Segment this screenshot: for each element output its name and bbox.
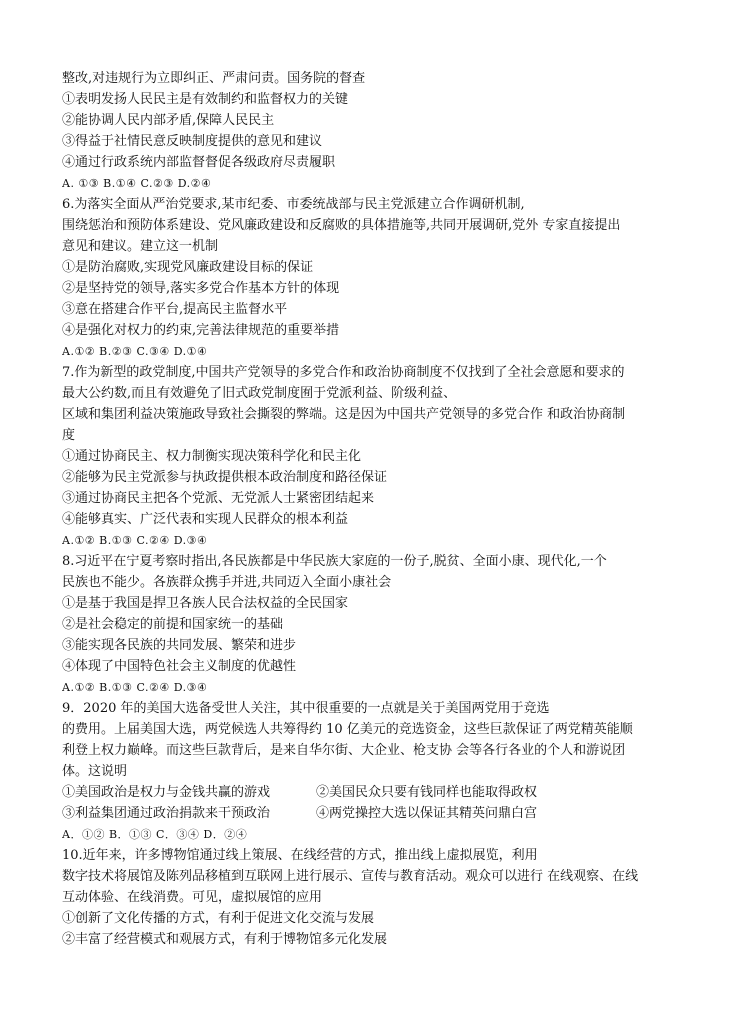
answer-statement: ①是防治腐败,实现党风廉政建设目标的保证	[62, 260, 314, 275]
answer-statement-pair	[62, 782, 674, 803]
question-6	[62, 194, 674, 362]
answer-statement: ②能协调人民内部矛盾,保障人民民主	[62, 113, 275, 128]
answer-statement: ④是强化对权力的约束,完善法律规范的重要举措	[62, 323, 340, 338]
question-stem-line: 互动体验、在线消费。可见，虚拟展馆的应用	[62, 890, 323, 905]
question-stem-line: 整改,对违规行为立即纠正、严肃问责。国务院的督查	[62, 71, 366, 86]
question-stem-line: 的费用。上届美国大选，两党候选人共筹得约 10 亿美元的竞选资金，这些巨款保证了两党精英能顺	[62, 722, 633, 737]
question-stem-line: 利登上权力巅峰。而这些巨款背后，是来自华尔街、大企业、枪支协 会等各行各业的个人和游说团	[62, 743, 626, 758]
answer-statement: ①是基于我国是捍卫各族人民合法权益的全民国家	[62, 596, 349, 611]
question-stem-line: 9．2020 年的美国大选备受世人关注，其中很重要的一点就是关于美国两党用于竞选	[62, 701, 550, 716]
answer-statement: ③利益集团通过政治捐款来干预政治	[62, 806, 271, 821]
answer-statement: ②丰富了经营模式和观展方式，有利于博物馆多元化发展	[62, 932, 388, 947]
answer-statement: ①美国政治是权力与金钱共赢的游戏	[62, 785, 271, 800]
question-stem-line: 7.作为新型的政党制度,中国共产党领导的多党合作和政治协商制度不仅找到了全社会意愿和要求的	[62, 365, 625, 380]
answer-statement: ④体现了中国特色社会主义制度的优越性	[62, 659, 297, 674]
answer-statement: ④两党操控大选以保证其精英问鼎白宫	[316, 806, 538, 821]
answer-statement: ①创新了文化传播的方式，有利于促进文化交流与发展	[62, 911, 375, 926]
answer-statement: ③得益于社情民意反映制度提供的意见和建议	[62, 134, 323, 149]
question-7	[62, 362, 674, 551]
question-stem-line: 数字技术将展馆及陈列品移植到互联网上进行展示、宣传与教育活动。观众可以进行 在线观察、在线	[62, 869, 639, 884]
question-8	[62, 551, 674, 698]
answer-statement-pair	[62, 803, 674, 824]
question-stem-line: 围绕惩治和预防体系建设、党风廉政建设和反腐败的具体措施等,共同开展调研,党外 专家直接提出	[62, 218, 621, 233]
answer-options: A．①② B．①③ C．③④ D．②④	[62, 828, 248, 841]
question-stem-line: 体。这说明	[62, 764, 128, 779]
exam-page	[62, 68, 674, 950]
answer-statement: ②美国民众只要有钱同样也能取得政权	[316, 785, 538, 800]
answer-options: A.①② B.②③ C.③④ D.①④	[62, 345, 208, 358]
question-stem-line: 意见和建议。建立这一机制	[62, 239, 219, 254]
answer-options: A. ①③ B.①④ C.②③ D.②④	[62, 177, 212, 190]
answer-statement: ③能实现各民族的共同发展、繁荣和进步	[62, 638, 297, 653]
question-stem-line: 度	[62, 428, 76, 443]
question-10	[62, 845, 674, 950]
answer-statement: ④通过行政系统内部监督督促各级政府尽责履职	[62, 155, 336, 170]
question-stem-line: 10.近年来，许多博物馆通过线上策展、在线经营的方式，推出线上虚拟展览，利用	[62, 848, 538, 863]
answer-statement: ②是坚持党的领导,落实多党合作基本方针的体现	[62, 281, 340, 296]
question-stem-line: 最大公约数,而且有效避免了旧式政党制度囿于党派利益、阶级利益、	[62, 386, 457, 401]
answer-options: A.①② B.①③ C.②④ D.③④	[62, 681, 208, 694]
answer-statement: ③意在搭建合作平台,提高民主监督水平	[62, 302, 288, 317]
question-9	[62, 698, 674, 845]
question-stem-line: 6.为落实全面从严治党要求,某市纪委、市委统战部与民主党派建立合作调研机制,	[62, 197, 525, 212]
answer-statement: ③通过协商民主把各个党派、无党派人士紧密团结起来	[62, 491, 375, 506]
answer-statement: ④能够真实、广泛代表和实现人民群众的根本利益	[62, 512, 349, 527]
answer-statement: ①表明发扬人民民主是有效制约和监督权力的关键	[62, 92, 349, 107]
question-stem-line: 8.习近平在宁夏考察时指出,各民族都是中华民族大家庭的一份子,脱贫、全面小康、现代化,一个	[62, 554, 607, 569]
question-5	[62, 68, 674, 194]
question-stem-line: 民族也不能少。各族群众携手并进,共同迈入全面小康社会	[62, 575, 392, 590]
answer-statement: ②能够为民主党派参与执政提供根本政治制度和路径保证	[62, 470, 388, 485]
question-stem-line: 区域和集团利益决策施政导致社会撕裂的弊端。这是因为中国共产党领导的多党合作 和政治协商制	[62, 407, 626, 422]
answer-statement: ①通过协商民主、权力制衡实现决策科学化和民主化	[62, 449, 362, 464]
answer-statement: ②是社会稳定的前提和国家统一的基础	[62, 617, 284, 632]
answer-options: A.①② B.①③ C.②④ D.③④	[62, 534, 208, 547]
